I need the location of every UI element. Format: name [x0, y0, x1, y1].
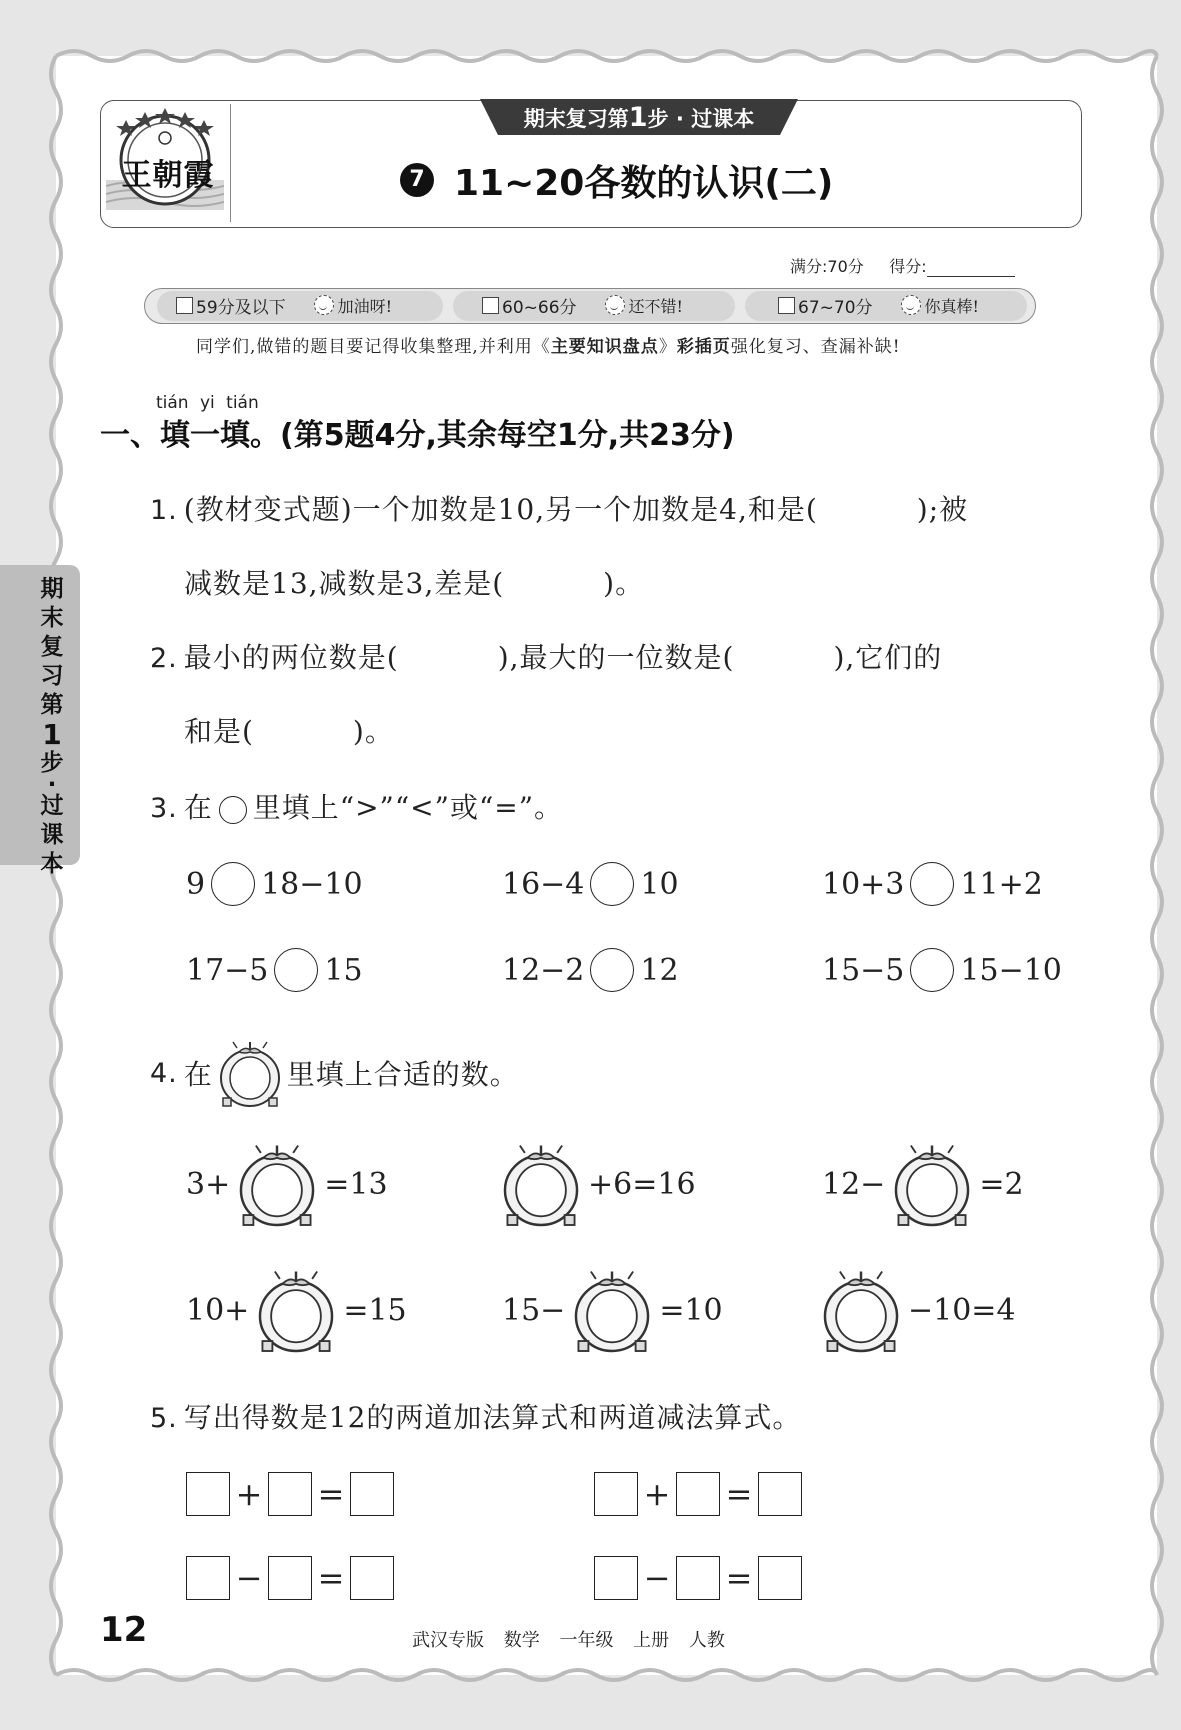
grade-message: 还不错! — [628, 296, 683, 316]
tomato-answer-box[interactable] — [820, 1264, 902, 1356]
full-score: 满分:70分 — [790, 257, 864, 276]
side-char: 过 — [40, 793, 64, 819]
side-char: 末 — [40, 605, 64, 631]
question-number: 2. — [150, 643, 178, 674]
fill-item — [186, 1138, 388, 1230]
lesson-number-badge: 7 — [400, 163, 434, 197]
operator: − — [235, 1559, 263, 1597]
grade-message: 加油呀! — [337, 296, 393, 316]
answer-box[interactable] — [350, 1472, 394, 1516]
grade-checkbox[interactable] — [482, 297, 499, 314]
side-char: 本 — [40, 851, 64, 877]
study-tip — [196, 332, 996, 357]
score-line — [790, 254, 1015, 277]
score-label: 得分: — [889, 257, 927, 276]
fill-item — [814, 1264, 1016, 1356]
equation-row — [594, 1556, 802, 1600]
tomato-answer-box[interactable] — [236, 1138, 318, 1230]
grade-item — [482, 292, 683, 318]
tomato-icon — [217, 1036, 283, 1110]
answer-box[interactable] — [268, 1472, 312, 1516]
answer-box[interactable] — [594, 1556, 638, 1600]
banner-step: 1 — [628, 102, 648, 133]
tip-text: 》 — [658, 337, 677, 357]
question-number: 4. — [150, 1057, 178, 1089]
expr-left: 10+ — [186, 1292, 250, 1328]
expr-right: 18−10 — [261, 866, 363, 902]
answer-box[interactable] — [186, 1556, 230, 1600]
grade-range: 67~70分 — [798, 297, 873, 318]
section-heading: 一、填一填。(第5题4分,其余每空1分,共23分) — [100, 418, 735, 453]
grade-message: 你真棒! — [924, 296, 979, 316]
question-text: 和是( )。 — [184, 715, 394, 748]
answer-box[interactable] — [594, 1472, 638, 1516]
question-text: 里填上合适的数。 — [286, 1058, 519, 1091]
lesson-title — [400, 150, 920, 210]
expr-right: =15 — [343, 1292, 407, 1328]
answer-box[interactable] — [676, 1556, 720, 1600]
answer-box[interactable] — [758, 1472, 802, 1516]
compare-item — [186, 948, 363, 992]
side-char: 期 — [40, 576, 64, 602]
compare-circle[interactable] — [910, 862, 954, 906]
circle-icon — [219, 796, 247, 824]
expr-right: =13 — [324, 1166, 388, 1202]
question-number: 1. — [150, 495, 178, 526]
compare-circle[interactable] — [211, 862, 255, 906]
tip-text: 强化复习、查漏补缺! — [730, 337, 901, 357]
answer-box[interactable] — [758, 1556, 802, 1600]
compare-item — [186, 862, 363, 906]
equation-row — [186, 1472, 394, 1516]
grade-range: 59分及以下 — [196, 297, 286, 318]
question-number: 3. — [150, 793, 178, 824]
side-char: · — [47, 772, 57, 798]
question-1-line-1 — [150, 488, 968, 528]
expr-left: 17−5 — [186, 952, 269, 988]
question-text: 减数是13,减数是3,差是( )。 — [184, 567, 645, 600]
grade-item — [176, 292, 392, 318]
expr-left: 15−5 — [822, 952, 905, 988]
tip-bold: 主要知识盘点 — [550, 337, 659, 357]
question-2-line-1 — [150, 636, 942, 676]
operator: + — [643, 1475, 671, 1513]
tomato-answer-box[interactable] — [255, 1264, 337, 1356]
expr-left: 16−4 — [502, 866, 585, 902]
question-1-line-2 — [184, 562, 644, 602]
expr-right: +6=16 — [588, 1166, 696, 1202]
compare-circle[interactable] — [590, 862, 634, 906]
smiley-icon — [901, 295, 921, 315]
operator: = — [317, 1559, 345, 1597]
question-text: 在 — [183, 1058, 213, 1091]
expr-right: 15 — [324, 952, 363, 988]
operator: = — [725, 1559, 753, 1597]
fill-item — [502, 1264, 723, 1356]
compare-circle[interactable] — [274, 948, 318, 992]
grade-range: 60~66分 — [502, 297, 577, 318]
lesson-title-text: 11~20各数的认识(二) — [454, 162, 834, 204]
expr-left: 12−2 — [502, 952, 585, 988]
expr-right: =2 — [979, 1166, 1024, 1202]
expr-right: 12 — [640, 952, 679, 988]
banner-suffix: 步 · 过课本 — [647, 107, 755, 131]
expr-left: 10+3 — [822, 866, 905, 902]
compare-item — [822, 948, 1062, 992]
side-char: 1 — [42, 718, 62, 751]
expr-right: 15−10 — [960, 952, 1062, 988]
expr-right: 11+2 — [960, 866, 1043, 902]
expr-left: 15− — [502, 1292, 566, 1328]
answer-box[interactable] — [268, 1556, 312, 1600]
side-char: 第 — [40, 692, 64, 718]
compare-circle[interactable] — [910, 948, 954, 992]
question-number: 5. — [150, 1403, 178, 1434]
expr-right: =10 — [659, 1292, 723, 1328]
equation-row — [594, 1472, 802, 1516]
tip-text: 同学们,做错的题目要记得收集整理,并利用《 — [196, 337, 551, 357]
compare-item — [502, 862, 679, 906]
smiley-icon — [605, 295, 625, 315]
tomato-answer-box[interactable] — [571, 1264, 653, 1356]
operator: + — [235, 1475, 263, 1513]
compare-item — [502, 948, 679, 992]
question-2-line-2 — [184, 710, 394, 750]
fill-item — [494, 1138, 696, 1230]
expr-left: 3+ — [186, 1166, 231, 1202]
logo-text: 王朝霞 — [121, 158, 215, 193]
header-divider — [230, 104, 231, 222]
question-text: 写出得数是12的两道加法算式和两道减法算式。 — [183, 1401, 802, 1434]
section-pinyin: tián yi tián — [156, 393, 259, 413]
footer-text: 武汉专版 数学 一年级 上册 人教 — [412, 1630, 725, 1651]
side-char: 复 — [40, 634, 64, 660]
question-4 — [150, 1036, 519, 1110]
tomato-answer-box[interactable] — [500, 1138, 582, 1230]
banner-title — [480, 101, 798, 135]
answer-box[interactable] — [350, 1556, 394, 1600]
operator: = — [725, 1475, 753, 1513]
grade-checkbox[interactable] — [778, 297, 795, 314]
grade-item — [778, 292, 979, 318]
expr-left: 9 — [186, 866, 206, 902]
side-char: 课 — [40, 822, 64, 848]
question-text: (教材变式题)一个加数是10,另一个加数是4,和是( );被 — [183, 493, 969, 526]
side-char: 步 — [40, 750, 64, 776]
compare-circle[interactable] — [590, 948, 634, 992]
question-text: 在 — [183, 791, 213, 824]
expr-left: 12− — [822, 1166, 886, 1202]
score-blank[interactable] — [927, 260, 1015, 277]
fill-item — [186, 1264, 407, 1356]
grade-checkbox[interactable] — [176, 297, 193, 314]
question-3 — [150, 786, 563, 826]
question-5 — [150, 1396, 801, 1436]
expr-right: −10=4 — [908, 1292, 1016, 1328]
operator: − — [643, 1559, 671, 1597]
answer-box[interactable] — [676, 1472, 720, 1516]
compare-item — [822, 862, 1043, 906]
question-text: 最小的两位数是( ),最大的一位数是( ),它们的 — [183, 641, 943, 674]
tip-bold: 彩插页 — [676, 337, 731, 357]
smiley-icon — [314, 295, 334, 315]
expr-right: 10 — [640, 866, 679, 902]
page-number: 12 — [100, 1610, 148, 1650]
tomato-answer-box[interactable] — [891, 1138, 973, 1230]
side-tab-label — [32, 575, 72, 879]
operator: = — [317, 1475, 345, 1513]
question-text: 里填上“>”“<”或“=”。 — [252, 791, 564, 824]
equation-row — [186, 1556, 394, 1600]
fill-item — [822, 1138, 1024, 1230]
answer-box[interactable] — [186, 1472, 230, 1516]
banner-prefix: 期末复习第 — [523, 107, 629, 131]
side-char: 习 — [40, 663, 64, 689]
